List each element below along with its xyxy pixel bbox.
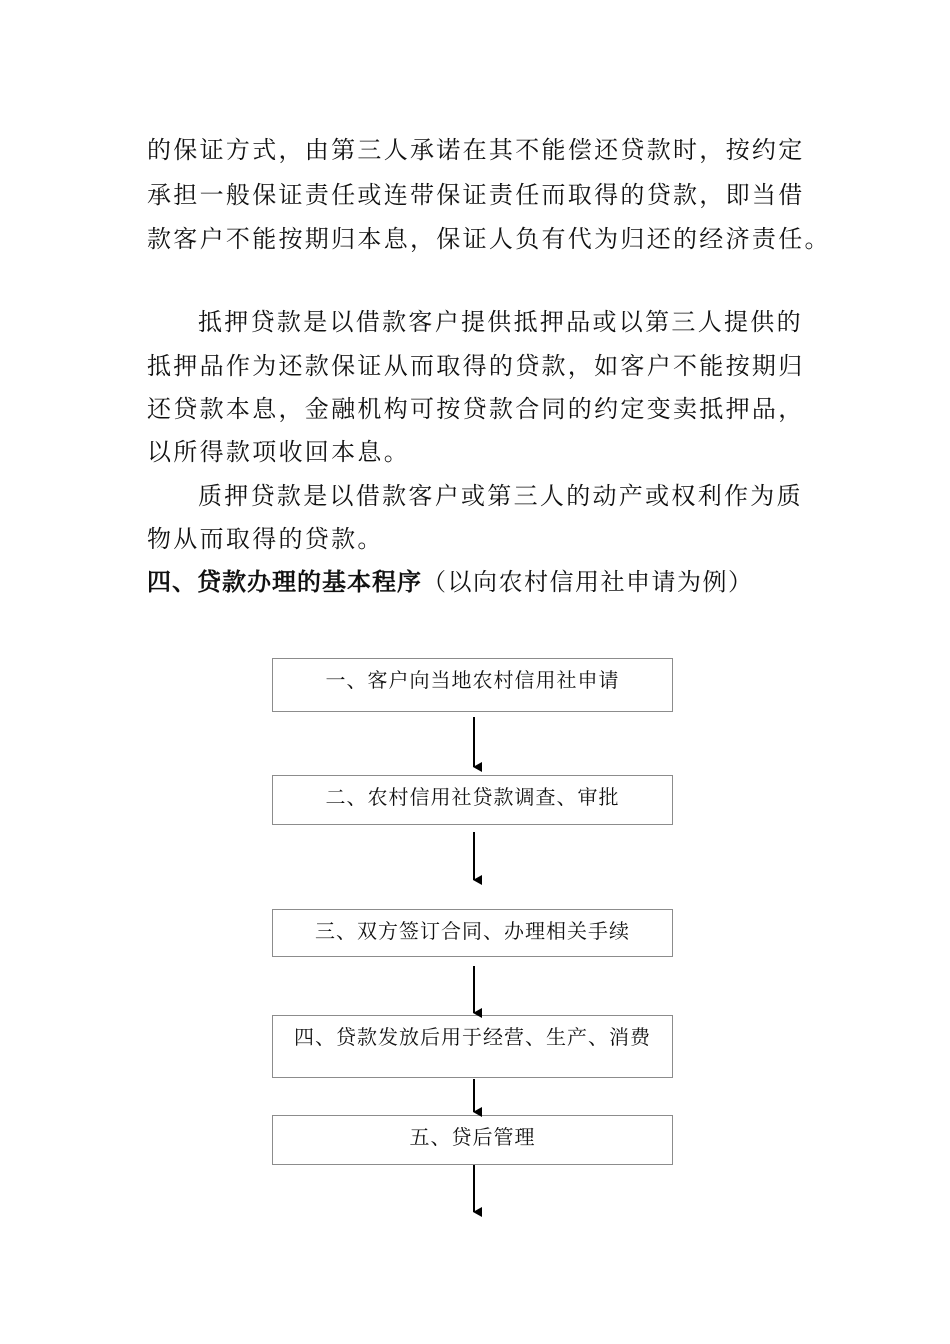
- paragraph-line: 的保证方式，由第三人承诺在其不能偿还贷款时，按约定: [147, 136, 805, 164]
- paragraph-line: 承担一般保证责任或连带保证责任而取得的贷款，即当借: [147, 181, 805, 209]
- paragraph-line: 以所得款项收回本息。: [147, 438, 410, 466]
- paragraph-line: 抵押品作为还款保证从而取得的贷款，如客户不能按期归: [147, 352, 805, 380]
- flow-step-1: 一、客户向当地农村信用社申请: [272, 658, 673, 712]
- paragraph-line: 抵押贷款是以借款客户提供抵押品或以第三人提供的: [198, 308, 803, 336]
- flow-step-3: 三、双方签订合同、办理相关手续: [272, 909, 673, 957]
- paragraph-line: 还贷款本息，金融机构可按贷款合同的约定变卖抵押品，: [147, 395, 805, 423]
- section-note: （以向农村信用社申请为例）: [422, 568, 754, 596]
- paragraph-line: 质押贷款是以借款客户或第三人的动产或权利作为质: [198, 482, 803, 510]
- section-title: 四、贷款办理的基本程序: [147, 567, 422, 596]
- paragraph-line: 物从而取得的贷款。: [147, 525, 384, 553]
- flow-step-5: 五、贷后管理: [272, 1115, 673, 1165]
- flow-step-4: 四、贷款发放后用于经营、生产、消费: [272, 1015, 673, 1078]
- paragraph-line: 款客户不能按期归本息，保证人负有代为归还的经济责任。: [147, 225, 831, 253]
- flow-step-2: 二、农村信用社贷款调查、审批: [272, 775, 673, 825]
